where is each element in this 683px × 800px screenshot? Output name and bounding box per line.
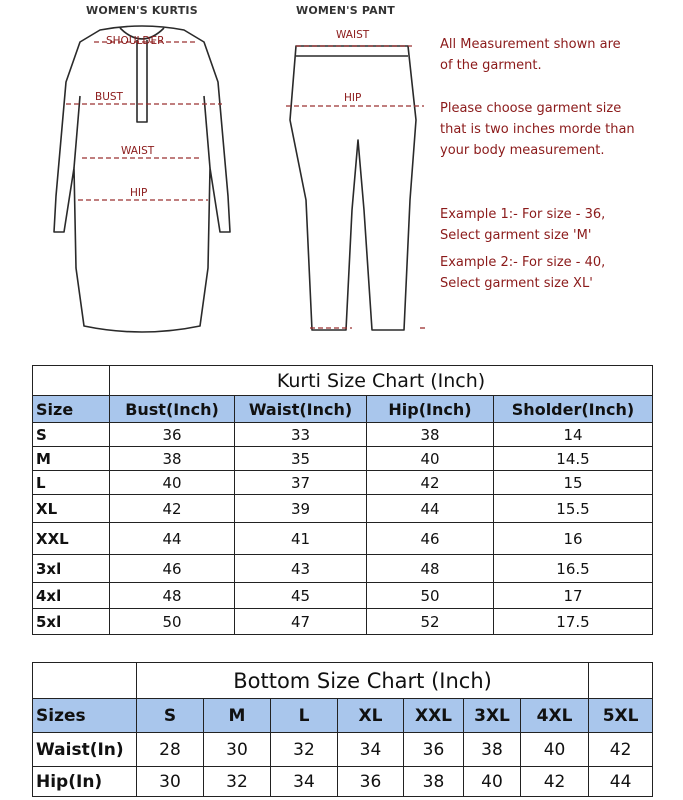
value-cell: 52 — [367, 609, 494, 635]
kurti-illustration — [54, 26, 230, 332]
advice-line: Please choose garment size — [440, 101, 622, 116]
advice-line: that is two inches morde than — [440, 122, 635, 137]
column-header: 3XL — [464, 699, 521, 733]
size-cell: S — [33, 423, 110, 447]
column-header: Sholder(Inch) — [494, 396, 653, 423]
column-header: XL — [338, 699, 404, 733]
example-line: Select garment size 'M' — [440, 228, 592, 243]
value-cell: 44 — [589, 767, 653, 797]
value-cell: 43 — [235, 555, 367, 583]
value-cell: 15.5 — [494, 495, 653, 523]
kurti-figure-label: WOMEN'S KURTIS — [86, 4, 198, 17]
bottom-header-row — [33, 699, 653, 733]
value-cell: 46 — [367, 523, 494, 555]
measurement-note — [440, 34, 621, 76]
value-cell: 34 — [271, 767, 338, 797]
value-cell: 47 — [235, 609, 367, 635]
measure-cell: Waist(In) — [33, 733, 137, 767]
table-row — [33, 609, 653, 635]
example-line: Select garment size XL' — [440, 276, 593, 291]
value-cell: 46 — [110, 555, 235, 583]
value-cell: 30 — [204, 733, 271, 767]
value-cell: 30 — [137, 767, 204, 797]
table-row — [33, 767, 653, 797]
note-line: All Measurement shown are — [440, 37, 621, 52]
column-header: S — [137, 699, 204, 733]
value-cell: 48 — [110, 583, 235, 609]
value-cell: 28 — [137, 733, 204, 767]
table-row — [33, 583, 653, 609]
value-cell: 44 — [110, 523, 235, 555]
value-cell: 37 — [235, 471, 367, 495]
value-cell: 15 — [494, 471, 653, 495]
measure-cell: Hip(In) — [33, 767, 137, 797]
value-cell: 45 — [235, 583, 367, 609]
value-cell: 16 — [494, 523, 653, 555]
empty-cell — [589, 663, 653, 699]
empty-cell — [33, 663, 137, 699]
size-cell: L — [33, 471, 110, 495]
value-cell: 35 — [235, 447, 367, 471]
column-header: 5XL — [589, 699, 653, 733]
value-cell: 36 — [338, 767, 404, 797]
value-cell: 17.5 — [494, 609, 653, 635]
kurti-shoulder-mark: SHOULDER — [106, 35, 165, 47]
pant-waist-mark: WAIST — [336, 29, 370, 41]
column-header: Hip(Inch) — [367, 396, 494, 423]
value-cell: 40 — [110, 471, 235, 495]
value-cell: 40 — [464, 767, 521, 797]
column-header: 4XL — [521, 699, 589, 733]
value-cell: 44 — [367, 495, 494, 523]
column-header: Sizes — [33, 699, 137, 733]
kurti-size-table — [32, 365, 653, 635]
table-row — [33, 555, 653, 583]
value-cell: 33 — [235, 423, 367, 447]
bottom-title-row — [33, 663, 653, 699]
column-header: Size — [33, 396, 110, 423]
kurti-table-title: Kurti Size Chart (Inch) — [110, 366, 653, 396]
value-cell: 41 — [235, 523, 367, 555]
value-cell: 16.5 — [494, 555, 653, 583]
size-cell: XXL — [33, 523, 110, 555]
table-row — [33, 733, 653, 767]
column-header: XXL — [404, 699, 464, 733]
value-cell: 14.5 — [494, 447, 653, 471]
value-cell: 42 — [589, 733, 653, 767]
value-cell: 42 — [367, 471, 494, 495]
kurti-title-row — [33, 366, 653, 396]
kurti-header-row — [33, 396, 653, 423]
pant-figure-label: WOMEN'S PANT — [296, 4, 395, 17]
value-cell: 50 — [367, 583, 494, 609]
kurti-waist-mark: WAIST — [121, 145, 155, 157]
value-cell: 34 — [338, 733, 404, 767]
table-row — [33, 495, 653, 523]
note-line: of the garment. — [440, 58, 542, 73]
kurti-hip-mark: HIP — [130, 187, 148, 199]
example-line: Example 1:- For size - 36, — [440, 207, 606, 222]
value-cell: 40 — [521, 733, 589, 767]
table-row — [33, 523, 653, 555]
kurti-bust-mark: BUST — [95, 91, 123, 103]
value-cell: 39 — [235, 495, 367, 523]
example-line: Example 2:- For size - 40, — [440, 255, 606, 270]
value-cell: 38 — [464, 733, 521, 767]
size-cell: 4xl — [33, 583, 110, 609]
value-cell: 38 — [110, 447, 235, 471]
table-row — [33, 423, 653, 447]
size-cell: XL — [33, 495, 110, 523]
size-cell: M — [33, 447, 110, 471]
value-cell: 40 — [367, 447, 494, 471]
value-cell: 42 — [110, 495, 235, 523]
value-cell: 14 — [494, 423, 653, 447]
column-header: M — [204, 699, 271, 733]
example-1 — [440, 204, 605, 246]
table-row — [33, 471, 653, 495]
value-cell: 32 — [271, 733, 338, 767]
value-cell: 36 — [404, 733, 464, 767]
advice-line: your body measurement. — [440, 143, 605, 158]
size-cell: 3xl — [33, 555, 110, 583]
table-row — [33, 447, 653, 471]
column-header: Bust(Inch) — [110, 396, 235, 423]
size-cell: 5xl — [33, 609, 110, 635]
pant-illustration — [290, 46, 416, 330]
column-header: Waist(Inch) — [235, 396, 367, 423]
bottom-table-title: Bottom Size Chart (Inch) — [137, 663, 589, 699]
value-cell: 38 — [367, 423, 494, 447]
value-cell: 32 — [204, 767, 271, 797]
value-cell: 42 — [521, 767, 589, 797]
value-cell: 36 — [110, 423, 235, 447]
value-cell: 50 — [110, 609, 235, 635]
size-advice — [440, 98, 635, 161]
pant-hip-mark: HIP — [344, 92, 362, 104]
bottom-size-table — [32, 662, 653, 797]
column-header: L — [271, 699, 338, 733]
value-cell: 17 — [494, 583, 653, 609]
value-cell: 48 — [367, 555, 494, 583]
value-cell: 38 — [404, 767, 464, 797]
example-2 — [440, 252, 605, 294]
empty-cell — [33, 366, 110, 396]
